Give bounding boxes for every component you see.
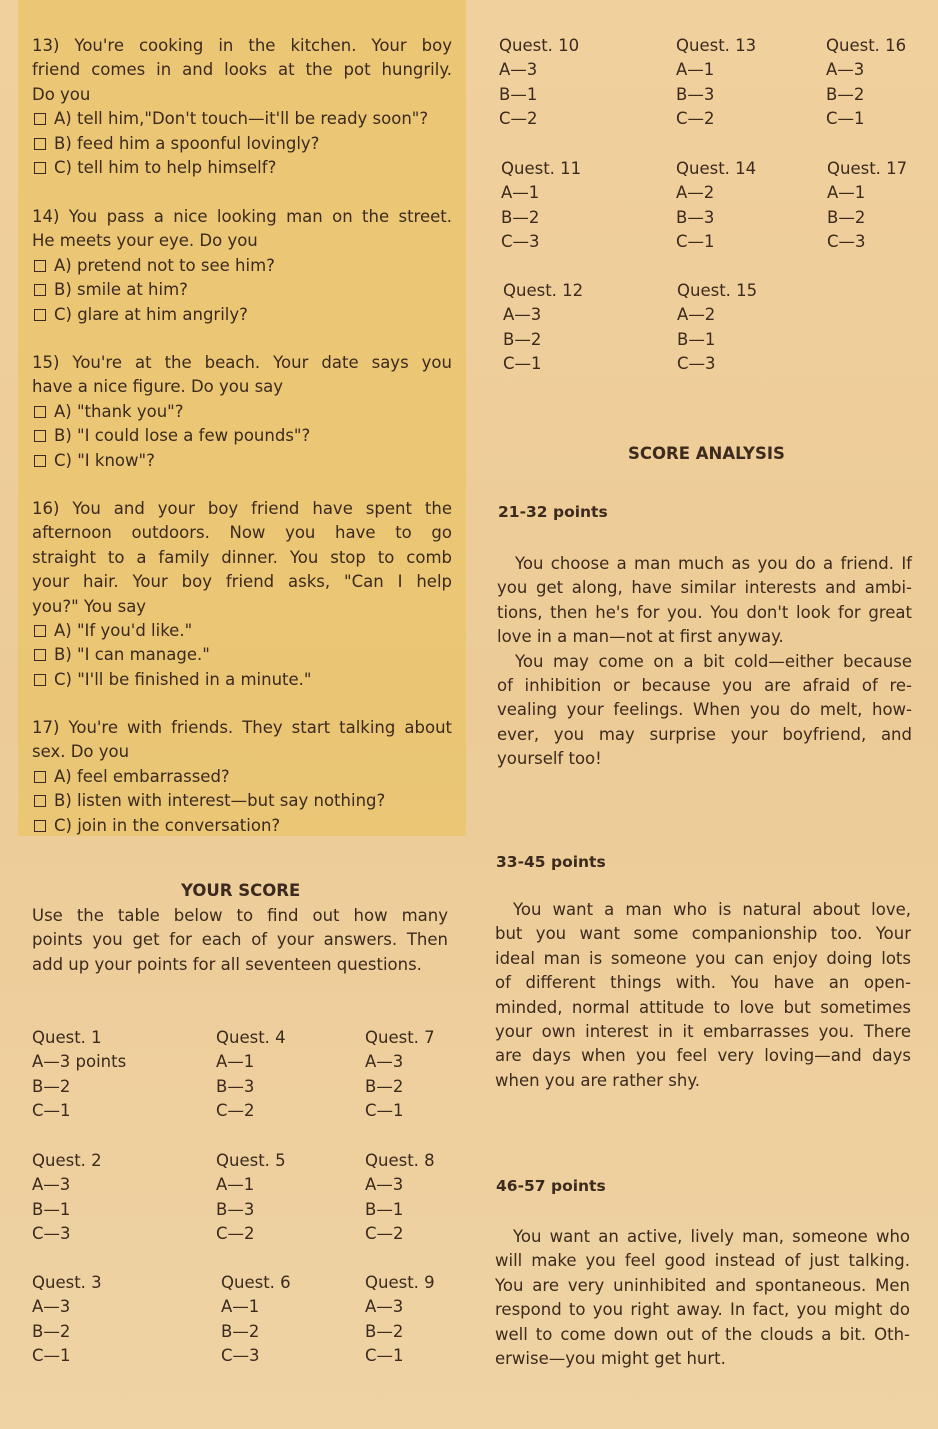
instruction-line: add up your points for all seventeen questions. — [32, 954, 422, 974]
score-c: C—3 — [32, 1224, 71, 1244]
analysis-line: You want an active, lively man, someone who — [513, 1227, 910, 1246]
analysis-line: of different things with. You have an open- — [495, 973, 911, 993]
score-entry-quest-16 — [826, 34, 906, 132]
score-quest-label: Quest. 16 — [826, 36, 907, 55]
analysis-line: tions, then he's for you. You don't look for great — [497, 602, 912, 622]
checkbox-icon[interactable] — [34, 260, 46, 272]
score-quest-label: Quest. 6 — [221, 1273, 291, 1292]
score-b: B—2 — [32, 1321, 71, 1341]
score-quest-label: Quest. 5 — [216, 1151, 286, 1170]
score-b: B—3 — [216, 1199, 255, 1219]
score-quest-label: Quest. 1 — [32, 1028, 102, 1047]
checkbox-icon[interactable] — [34, 138, 46, 150]
question-16 — [32, 497, 452, 692]
score-c: C—1 — [32, 1346, 71, 1366]
range-text-33-45 — [495, 898, 911, 1093]
analysis-line: You want a man who is natural about love, — [513, 900, 911, 919]
score-b: B—2 — [501, 207, 540, 227]
score-a: A—3 points — [32, 1052, 127, 1072]
analysis-line: but you want some companionship too. Your — [495, 924, 911, 944]
option-b[interactable]: B) "I can manage." — [32, 643, 452, 667]
score-b: B—2 — [365, 1321, 404, 1341]
analysis-line: You are very uninhibited and spontaneous. Men — [495, 1275, 910, 1295]
score-quest-label: Quest. 14 — [676, 159, 757, 178]
checkbox-icon[interactable] — [34, 820, 46, 832]
option-c[interactable]: C) tell him to help himself? — [32, 156, 452, 180]
question-15 — [32, 351, 452, 473]
score-entry-quest-15 — [677, 279, 757, 377]
score-quest-label: Quest. 17 — [827, 159, 908, 178]
analysis-line: ideal man is someone you can enjoy doing lots — [495, 948, 911, 968]
score-c: C—1 — [826, 109, 865, 129]
score-a: A—3 — [32, 1297, 71, 1317]
score-entry-quest-6 — [221, 1271, 291, 1369]
score-a: A—3 — [499, 60, 538, 80]
score-entry-quest-3 — [32, 1271, 102, 1369]
score-b: B—2 — [32, 1076, 71, 1096]
score-c: C—1 — [503, 354, 542, 374]
analysis-line: well to come down out of the clouds a bit. Oth- — [495, 1324, 910, 1344]
analysis-line: You choose a man much as you do a friend. If — [515, 554, 912, 573]
question-text-line: He meets your eye. Do you — [32, 231, 258, 251]
range-text-21-32 — [497, 552, 912, 772]
score-a: A—3 — [826, 60, 865, 80]
analysis-line: will make you feel good instead of just talking. — [495, 1251, 910, 1271]
question-text-line: your hair. Your boy friend asks, "Can I help — [32, 572, 452, 592]
score-analysis-heading: SCORE ANALYSIS — [628, 444, 785, 463]
score-quest-label: Quest. 7 — [365, 1028, 435, 1047]
checkbox-icon[interactable] — [34, 795, 46, 807]
score-c: C—1 — [676, 232, 715, 252]
score-entry-quest-2 — [32, 1149, 102, 1247]
question-text-line: 13) You're cooking in the kitchen. Your boy — [32, 36, 452, 55]
question-text-line: have a nice figure. Do you say — [32, 377, 284, 397]
score-quest-label: Quest. 12 — [503, 281, 584, 300]
score-c: C—1 — [32, 1101, 71, 1121]
score-a: A—3 — [365, 1052, 404, 1072]
analysis-line: your own interest in it embarrasses you. There — [495, 1022, 911, 1042]
score-b: B—3 — [216, 1076, 255, 1096]
analysis-line: ever, you may surprise your boyfriend, and — [497, 724, 912, 744]
score-b: B—1 — [677, 329, 716, 349]
score-quest-label: Quest. 10 — [499, 36, 580, 55]
checkbox-icon[interactable] — [34, 455, 46, 467]
your-score-heading: YOUR SCORE — [181, 881, 301, 900]
checkbox-icon[interactable] — [34, 284, 46, 296]
score-quest-label: Quest. 11 — [501, 159, 582, 178]
question-17 — [32, 716, 452, 838]
score-b: B—2 — [503, 329, 542, 349]
option-c[interactable]: C) "I know"? — [32, 449, 452, 473]
option-b[interactable]: B) listen with interest—but say nothing? — [32, 789, 452, 813]
question-text-line: straight to a family dinner. You stop to comb — [32, 547, 452, 567]
range-label-46-57: 46-57 points — [496, 1177, 606, 1195]
score-c: C—3 — [221, 1346, 260, 1366]
analysis-line: you get along, have similar interests and ambi- — [497, 578, 912, 598]
analysis-line: erwise—you might get hurt. — [495, 1349, 726, 1369]
option-b[interactable]: B) smile at him? — [32, 278, 452, 302]
option-b[interactable]: B) feed him a spoonful lovingly? — [32, 132, 452, 156]
analysis-line: when you are rather shy. — [495, 1070, 701, 1090]
option-a[interactable]: A) "thank you"? — [32, 400, 452, 424]
score-c: C—2 — [216, 1224, 255, 1244]
question-14 — [32, 205, 452, 327]
question-text-line: 14) You pass a nice looking man on the street. — [32, 207, 452, 226]
question-text-line: 15) You're at the beach. Your date says you — [32, 353, 452, 372]
checkbox-icon[interactable] — [34, 309, 46, 321]
analysis-line: minded, normal attitude to love but sometimes — [495, 997, 911, 1017]
score-a: A—2 — [676, 183, 715, 203]
analysis-line: are days when you feel very loving—and days — [495, 1046, 911, 1066]
score-b: B—3 — [676, 84, 715, 104]
question-text-line: sex. Do you — [32, 742, 130, 762]
instruction-line: points you get for each of your answers. Then — [32, 930, 448, 950]
option-a[interactable]: A) feel embarrassed? — [32, 765, 452, 789]
your-score-instructions — [32, 904, 448, 977]
analysis-line: vealing your feelings. When you do melt, how- — [497, 700, 912, 720]
score-c: C—2 — [216, 1101, 255, 1121]
score-a: A—3 — [365, 1175, 404, 1195]
score-a: A—1 — [827, 183, 866, 203]
question-text-line: 16) You and your boy friend have spent the — [32, 499, 452, 518]
score-quest-label: Quest. 2 — [32, 1151, 102, 1170]
score-entry-quest-9 — [365, 1271, 435, 1369]
score-entry-quest-14 — [676, 157, 756, 255]
question-text-line: Do you — [32, 84, 91, 104]
score-entry-quest-13 — [676, 34, 756, 132]
score-quest-label: Quest. 13 — [676, 36, 757, 55]
checkbox-icon[interactable] — [34, 674, 46, 686]
option-a[interactable]: A) pretend not to see him? — [32, 254, 452, 278]
score-entry-quest-5 — [216, 1149, 286, 1247]
checkbox-icon[interactable] — [34, 649, 46, 661]
score-a: A—2 — [677, 305, 716, 325]
score-b: B—2 — [221, 1321, 260, 1341]
score-b: B—2 — [826, 84, 865, 104]
checkbox-icon[interactable] — [34, 162, 46, 174]
score-a: A—1 — [216, 1175, 255, 1195]
score-entry-quest-1 — [32, 1026, 126, 1124]
analysis-line: of inhibition or because you are afraid of re- — [497, 676, 912, 696]
score-a: A—3 — [503, 305, 542, 325]
score-a: A—3 — [365, 1297, 404, 1317]
range-text-46-57 — [495, 1225, 910, 1371]
score-b: B—2 — [827, 207, 866, 227]
score-a: A—1 — [676, 60, 715, 80]
question-text-line: afternoon outdoors. Now you have to go — [32, 523, 452, 543]
score-entry-quest-11 — [501, 157, 581, 255]
checkbox-icon[interactable] — [34, 430, 46, 442]
score-a: A—1 — [216, 1052, 255, 1072]
score-entry-quest-4 — [216, 1026, 286, 1124]
score-b: B—3 — [676, 207, 715, 227]
score-quest-label: Quest. 4 — [216, 1028, 286, 1047]
question-text-line: you?" You say — [32, 596, 147, 616]
checkbox-icon[interactable] — [34, 771, 46, 783]
score-c: C—2 — [365, 1224, 404, 1244]
score-b: B—1 — [365, 1199, 404, 1219]
question-text-line: friend comes in and looks at the pot hungrily. — [32, 60, 452, 80]
option-a[interactable]: A) "If you'd like." — [32, 619, 452, 643]
score-b: B—1 — [32, 1199, 71, 1219]
score-a: A—1 — [501, 183, 540, 203]
score-quest-label: Quest. 15 — [677, 281, 758, 300]
score-quest-label: Quest. 8 — [365, 1151, 435, 1170]
score-entry-quest-17 — [827, 157, 907, 255]
score-entry-quest-8 — [365, 1149, 435, 1247]
score-entry-quest-12 — [503, 279, 583, 377]
question-text-line: 17) You're with friends. They start talking about — [32, 718, 452, 737]
score-quest-label: Quest. 9 — [365, 1273, 435, 1292]
score-c: C—3 — [501, 232, 540, 252]
option-a[interactable]: A) tell him,"Don't touch—it'll be ready soon"? — [32, 107, 452, 131]
score-c: C—3 — [677, 354, 716, 374]
analysis-line: yourself too! — [497, 749, 602, 769]
checkbox-icon[interactable] — [34, 406, 46, 418]
option-c[interactable]: C) join in the conversation? — [32, 814, 452, 838]
question-13 — [32, 34, 452, 180]
range-label-33-45: 33-45 points — [496, 853, 606, 871]
analysis-line: respond to you right away. In fact, you might do — [495, 1300, 910, 1320]
analysis-line: You may come on a bit cold—either because — [515, 651, 912, 671]
score-c: C—1 — [365, 1101, 404, 1121]
score-entry-quest-10 — [499, 34, 579, 132]
option-b[interactable]: B) "I could lose a few pounds"? — [32, 424, 452, 448]
score-b: B—1 — [499, 84, 538, 104]
analysis-line: love in a man—not at first anyway. — [497, 627, 784, 647]
score-c: C—1 — [365, 1346, 404, 1366]
checkbox-icon[interactable] — [34, 113, 46, 125]
score-a: A—3 — [32, 1175, 71, 1195]
range-label-21-32: 21-32 points — [498, 503, 608, 521]
instruction-line: Use the table below to find out how many — [32, 906, 448, 925]
option-c[interactable]: C) glare at him angrily? — [32, 303, 452, 327]
score-a: A—1 — [221, 1297, 260, 1317]
checkbox-icon[interactable] — [34, 625, 46, 637]
score-b: B—2 — [365, 1076, 404, 1096]
option-c[interactable]: C) "I'll be finished in a minute." — [32, 668, 452, 692]
score-c: C—2 — [499, 109, 538, 129]
score-c: C—3 — [827, 232, 866, 252]
score-quest-label: Quest. 3 — [32, 1273, 102, 1292]
score-c: C—2 — [676, 109, 715, 129]
score-entry-quest-7 — [365, 1026, 435, 1124]
